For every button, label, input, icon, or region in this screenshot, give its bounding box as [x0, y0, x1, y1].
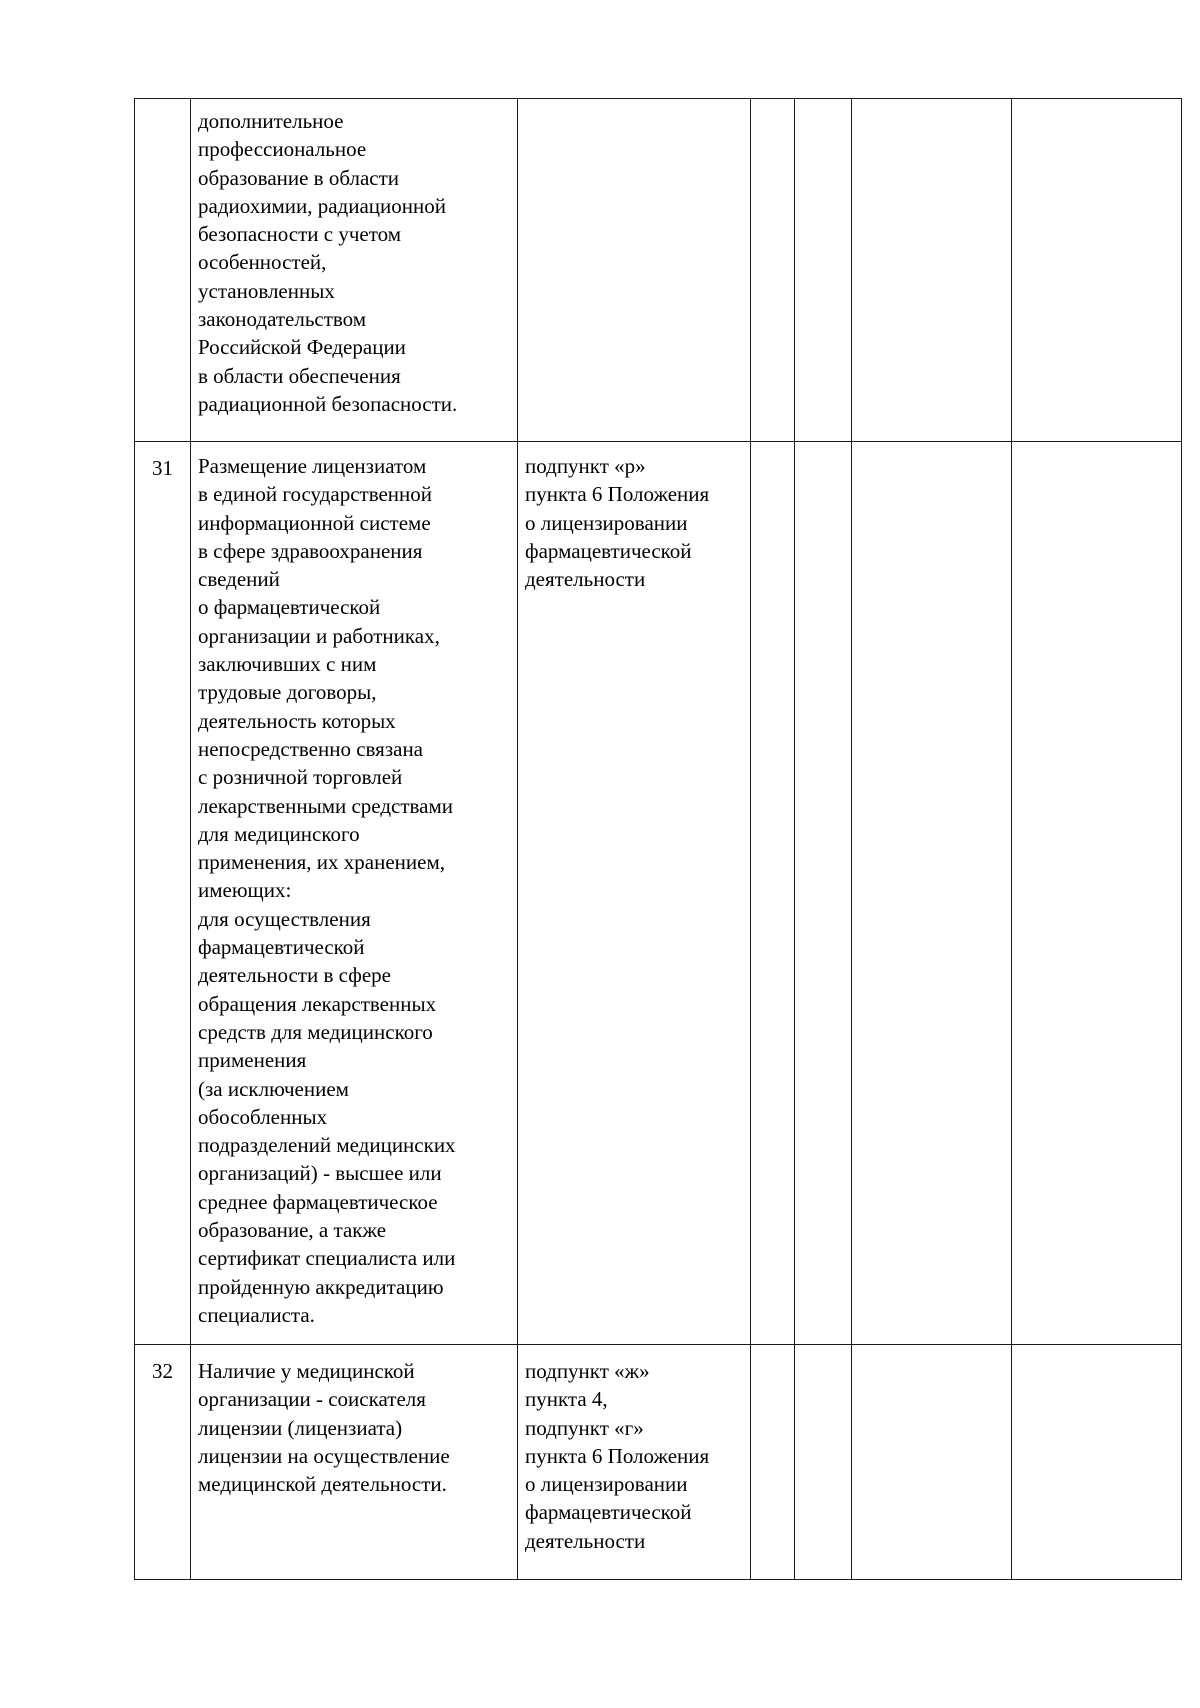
answer-yes-cell [751, 442, 795, 1345]
reference-cell [518, 99, 751, 442]
table-row [135, 1345, 1182, 1580]
reference-cell: подпункт «ж» пункта 4, подпункт «г» пункта 6 Положения о лицензировании фармацевтической деятельности [518, 1345, 751, 1580]
notes-cell [1012, 442, 1182, 1345]
checklist-table [134, 98, 1182, 1580]
requirement-cell: Размещение лицензиатом в единой государственной информационной системе в сфере здравоохранения сведений о фармацевтической организации и работниках, заключивших с ним трудовые договоры, деятельность которых непосредственно связана с розничной торговлей лекарственными средствами для медицинского применения, их хранением, имеющих: для осуществления фармацевтической деятельности в сфере обращения лекарственных средств для медицинского применения (за исключением обособленных подразделений медицинских организаций) - высшее или среднее фармацевтическое образование, а также сертификат специалиста или пройденную аккредитацию специалиста. [191, 442, 518, 1345]
not-applicable-cell [852, 1345, 1012, 1580]
row-number-cell [135, 99, 191, 442]
answer-yes-cell [751, 99, 795, 442]
table-row [135, 442, 1182, 1345]
not-applicable-cell [852, 442, 1012, 1345]
answer-no-cell [795, 442, 852, 1345]
requirement-cell: дополнительное профессиональное образование в области радиохимии, радиационной безопасности с учетом особенностей, установленных законодательством Российской Федерации в области обеспечения радиационной безопасности. [191, 99, 518, 442]
row-number-cell: 32 [135, 1345, 191, 1580]
row-number-cell: 31 [135, 442, 191, 1345]
notes-cell [1012, 99, 1182, 442]
answer-no-cell [795, 1345, 852, 1580]
table-row [135, 99, 1182, 442]
notes-cell [1012, 1345, 1182, 1580]
reference-cell: подпункт «р» пункта 6 Положения о лицензировании фармацевтической деятельности [518, 442, 751, 1345]
requirement-cell: Наличие у медицинской организации - соискателя лицензии (лицензиата) лицензии на осуществление медицинской деятельности. [191, 1345, 518, 1580]
answer-no-cell [795, 99, 852, 442]
answer-yes-cell [751, 1345, 795, 1580]
not-applicable-cell [852, 99, 1012, 442]
